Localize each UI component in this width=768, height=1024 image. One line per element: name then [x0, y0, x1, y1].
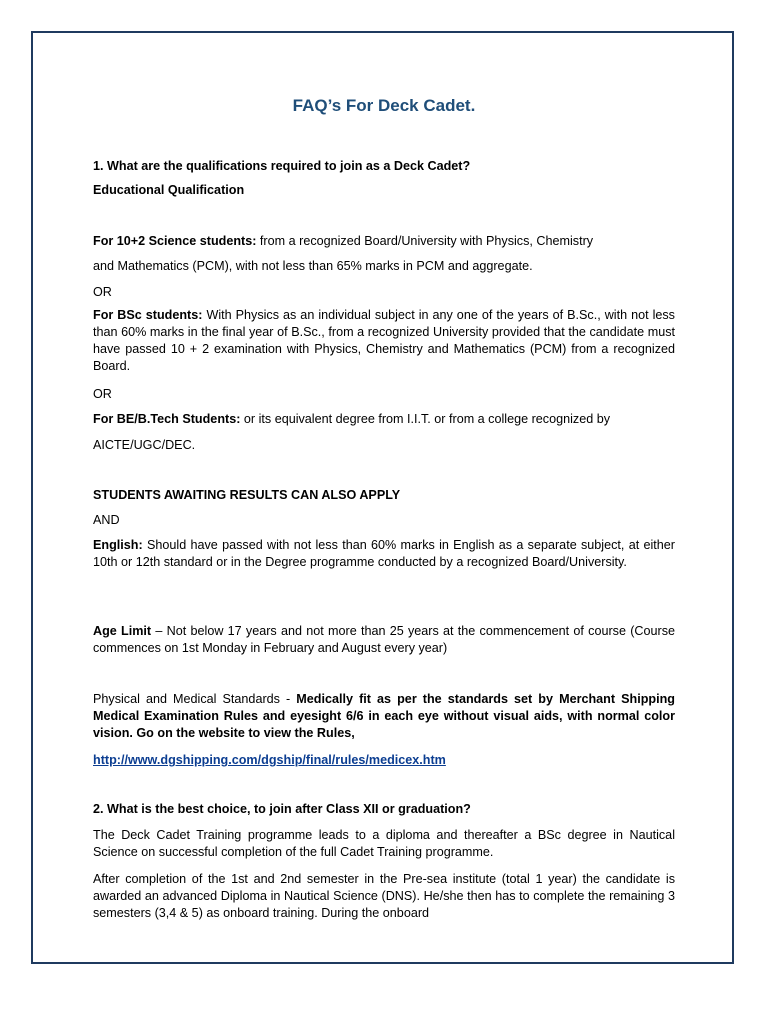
bsc-students-text: With Physics as an individual subject in any one of the years of B.Sc., with not less than 60% marks in the final year of B.Sc., from a recognized University provided that the candidate must have passed 10 + 2 examination with Physics, Chemistry and Mathematics (PCM) from a recognized Board.	[93, 308, 675, 373]
bsc-students-paragraph	[93, 307, 675, 375]
physical-medical-paragraph	[93, 691, 675, 742]
question-2: 2. What is the best choice, to join after Class XII or graduation?	[93, 802, 471, 816]
english-label: English:	[93, 538, 143, 552]
age-limit-text: – Not below 17 years and not more than 25 years at the commencement of course (Course commences on 1st Monday in February and August every year)	[93, 624, 676, 655]
be-students-line-2: AICTE/UGC/DEC.	[93, 438, 196, 452]
science-students-line-1	[93, 233, 675, 250]
be-students-line-1	[93, 411, 675, 428]
physical-medical-text: Medically fit as per the standards set by Merchant Shipping Medical Examination Rules and eyesight 6/6 in each eye without visual aids, with normal color vision. Go on the website to view the Rules,	[93, 692, 675, 740]
science-students-line-2: and Mathematics (PCM), with not less than 65% marks in PCM and aggregate.	[93, 259, 533, 273]
be-students-text-1: or its equivalent degree from I.I.T. or from a college recognized by	[240, 412, 611, 426]
science-students-label: For 10+2 Science students:	[93, 234, 257, 248]
page-title: FAQ’s For Deck Cadet.	[292, 96, 476, 115]
or-separator-1: OR	[93, 285, 112, 299]
english-paragraph	[93, 537, 675, 571]
and-separator: AND	[93, 513, 120, 527]
question-1: 1. What are the qualifications required to join as a Deck Cadet?	[93, 159, 471, 173]
physical-medical-label: Physical and Medical Standards -	[93, 692, 297, 706]
educational-qualification-heading: Educational Qualification	[93, 183, 245, 197]
q2-paragraph-1: The Deck Cadet Training programme leads to a diploma and thereafter a BSc degree in Nautical Science on successful completion of the full Cadet Training programme.	[93, 828, 675, 859]
medical-rules-link[interactable]: http://www.dgshipping.com/dgship/final/rules/medicex.htm	[93, 753, 446, 767]
q2-paragraph-2: After completion of the 1st and 2nd semester in the Pre-sea institute (total 1 year) the candidate is awarded an advanced Diploma in Nautical Science (DNS). He/she then has to complete the remaining 3 semesters (3,4 & 5) as onboard training. During the onboard	[93, 872, 675, 920]
science-students-text-1: from a recognized Board/University with Physics, Chemistry	[256, 234, 594, 248]
or-separator-2: OR	[93, 387, 112, 401]
bsc-students-label: For BSc students:	[93, 308, 203, 322]
english-text: Should have passed with not less than 60% marks in English as a separate subject, at either 10th or 12th standard or in the Degree programme conducted by a recognized Board/University.	[93, 538, 675, 569]
medical-rules-link-line	[93, 752, 675, 769]
age-limit-paragraph	[93, 623, 675, 657]
age-limit-label: Age Limit	[93, 624, 152, 638]
be-students-label: For BE/B.Tech Students:	[93, 412, 241, 426]
awaiting-results-note: STUDENTS AWAITING RESULTS CAN ALSO APPLY	[93, 488, 401, 502]
